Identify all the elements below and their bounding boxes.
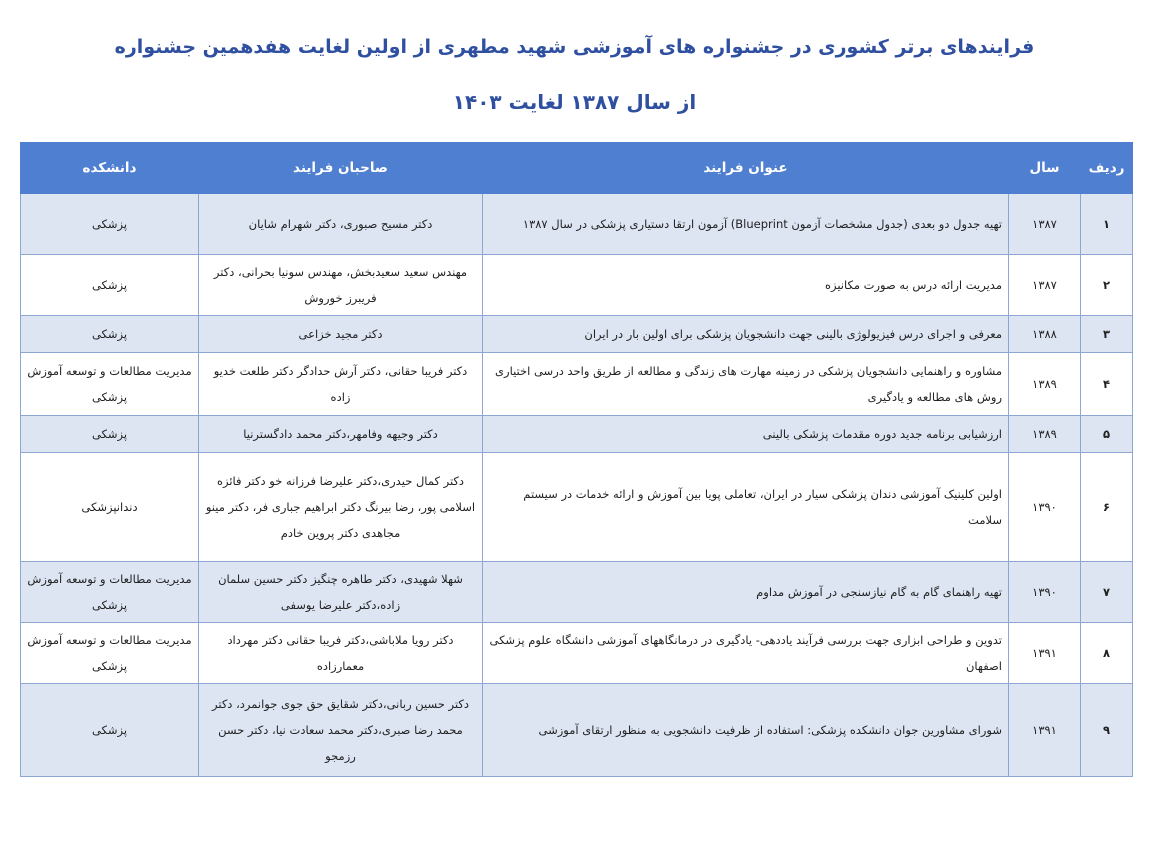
table-row <box>21 453 1133 562</box>
row-process-title: تدوین و طراحی ابزاری جهت بررسی فرآیند یاددهی- یادگیری در درمانگاههای آموزشی دانشگاه علوم پزشکی اصفهان <box>483 623 1009 684</box>
row-year: ۱۳۸۹ <box>1009 353 1081 416</box>
row-faculty: مدیریت مطالعات و توسعه آموزش پزشکی <box>21 623 199 684</box>
row-process-title: مدیریت ارائه درس به صورت مکانیزه <box>483 255 1009 316</box>
row-process-owners: دکتر مسیح صبوری، دکتر شهرام شایان <box>199 194 483 255</box>
table-row <box>21 255 1133 316</box>
table-row <box>21 562 1133 623</box>
page-title: فرایندهای برتر کشوری در جشنواره های آموزشی شهید مطهری از اولین لغایت هفدهمین جشنواره <box>114 36 1035 58</box>
row-faculty: پزشکی <box>21 684 199 777</box>
row-year: ۱۳۹۱ <box>1009 684 1081 777</box>
table-row <box>21 684 1133 777</box>
row-number: ۹ <box>1081 684 1133 777</box>
column-header-process-title: عنوان فرایند <box>483 143 1009 194</box>
row-year: ۱۳۹۰ <box>1009 562 1081 623</box>
process-table <box>20 142 1133 777</box>
column-header-year: سال <box>1009 143 1081 194</box>
row-number: ۸ <box>1081 623 1133 684</box>
row-faculty: مدیریت مطالعات و توسعه آموزش پزشکی <box>21 353 199 416</box>
row-process-title: تهیه جدول دو بعدی (جدول مشخصات آزمون Blueprint) آزمون ارتقا دستیاری پزشکی در سال ۱۳۸۷ <box>483 194 1009 255</box>
row-faculty: پزشکی <box>21 416 199 453</box>
row-number: ۱ <box>1081 194 1133 255</box>
row-year: ۱۳۹۱ <box>1009 623 1081 684</box>
row-faculty: پزشکی <box>21 255 199 316</box>
row-faculty: دندانپزشکی <box>21 453 199 562</box>
row-number: ۴ <box>1081 353 1133 416</box>
row-process-owners: دکتر رویا ملاباشی،دکتر فریبا حقانی دکتر مهرداد معمارزاده <box>199 623 483 684</box>
row-year: ۱۳۸۷ <box>1009 194 1081 255</box>
row-process-owners: دکتر حسین ربانی،دکتر شقایق حق جوی جوانمرد، دکتر محمد رضا صبری،دکتر محمد سعادت نیا، دکتر حسن رزمجو <box>199 684 483 777</box>
table-row <box>21 353 1133 416</box>
row-process-title: ارزشیابی برنامه جدید دوره مقدمات پزشکی بالینی <box>483 416 1009 453</box>
row-process-owners: دکتر کمال حیدری،دکتر علیرضا فرزانه خو دکتر فائزه اسلامی پور، رضا بیرنگ دکتر ابراهیم جباری فر، دکتر مینو مجاهدی دکتر پروین خادم <box>199 453 483 562</box>
row-faculty: مدیریت مطالعات و توسعه آموزش پزشکی <box>21 562 199 623</box>
row-faculty: پزشکی <box>21 316 199 353</box>
row-number: ۵ <box>1081 416 1133 453</box>
row-number: ۶ <box>1081 453 1133 562</box>
row-number: ۳ <box>1081 316 1133 353</box>
row-year: ۱۳۸۹ <box>1009 416 1081 453</box>
row-process-title: تهیه راهنمای گام به گام نیازسنجی در آموزش مداوم <box>483 562 1009 623</box>
row-process-owners: شهلا شهیدی، دکتر طاهره چنگیز دکتر حسین سلمان زاده،دکتر علیرضا یوسفی <box>199 562 483 623</box>
column-header-faculty: دانشکده <box>21 143 199 194</box>
row-year: ۱۳۸۸ <box>1009 316 1081 353</box>
table-row <box>21 416 1133 453</box>
table-row <box>21 194 1133 255</box>
row-process-title: مشاوره و راهنمایی دانشجویان پزشکی در زمینه مهارت های زندگی و مطالعه از طریق واحد درسی اختیاری روش های مطالعه و یادگیری <box>483 353 1009 416</box>
column-header-process-owners: صاحبان فرایند <box>199 143 483 194</box>
page-subtitle: از سال ۱۳۸۷ لغایت ۱۴۰۳ <box>452 90 697 114</box>
row-process-owners: دکتر وجیهه وفامهر،دکتر محمد دادگسترنیا <box>199 416 483 453</box>
row-process-title: معرفی و اجرای درس فیزیولوژی بالینی جهت دانشجویان پزشکی برای اولین بار در ایران <box>483 316 1009 353</box>
row-process-owners: دکتر مجید خزاعی <box>199 316 483 353</box>
row-process-owners: دکتر فریبا حقانی، دکتر آرش حدادگر دکتر طلعت خدیو زاده <box>199 353 483 416</box>
row-faculty: پزشکی <box>21 194 199 255</box>
table-row <box>21 623 1133 684</box>
column-header-row-number: ردیف <box>1081 143 1133 194</box>
row-year: ۱۳۹۰ <box>1009 453 1081 562</box>
row-process-title: اولین کلینیک آموزشی دندان پزشکی سیار در ایران، تعاملی پویا بین آموزش و ارائه خدمات در سیستم سلامت <box>483 453 1009 562</box>
row-number: ۲ <box>1081 255 1133 316</box>
row-year: ۱۳۸۷ <box>1009 255 1081 316</box>
row-number: ۷ <box>1081 562 1133 623</box>
table-header-row <box>21 143 1133 194</box>
row-process-owners: مهندس سعید سعیدبخش، مهندس سونیا بحرانی، دکتر فریبرز خوروش <box>199 255 483 316</box>
table-row <box>21 316 1133 353</box>
row-process-title: شورای مشاورین جوان دانشکده پزشکی: استفاده از ظرفیت دانشجویی به منظور ارتقای آموزشی <box>483 684 1009 777</box>
